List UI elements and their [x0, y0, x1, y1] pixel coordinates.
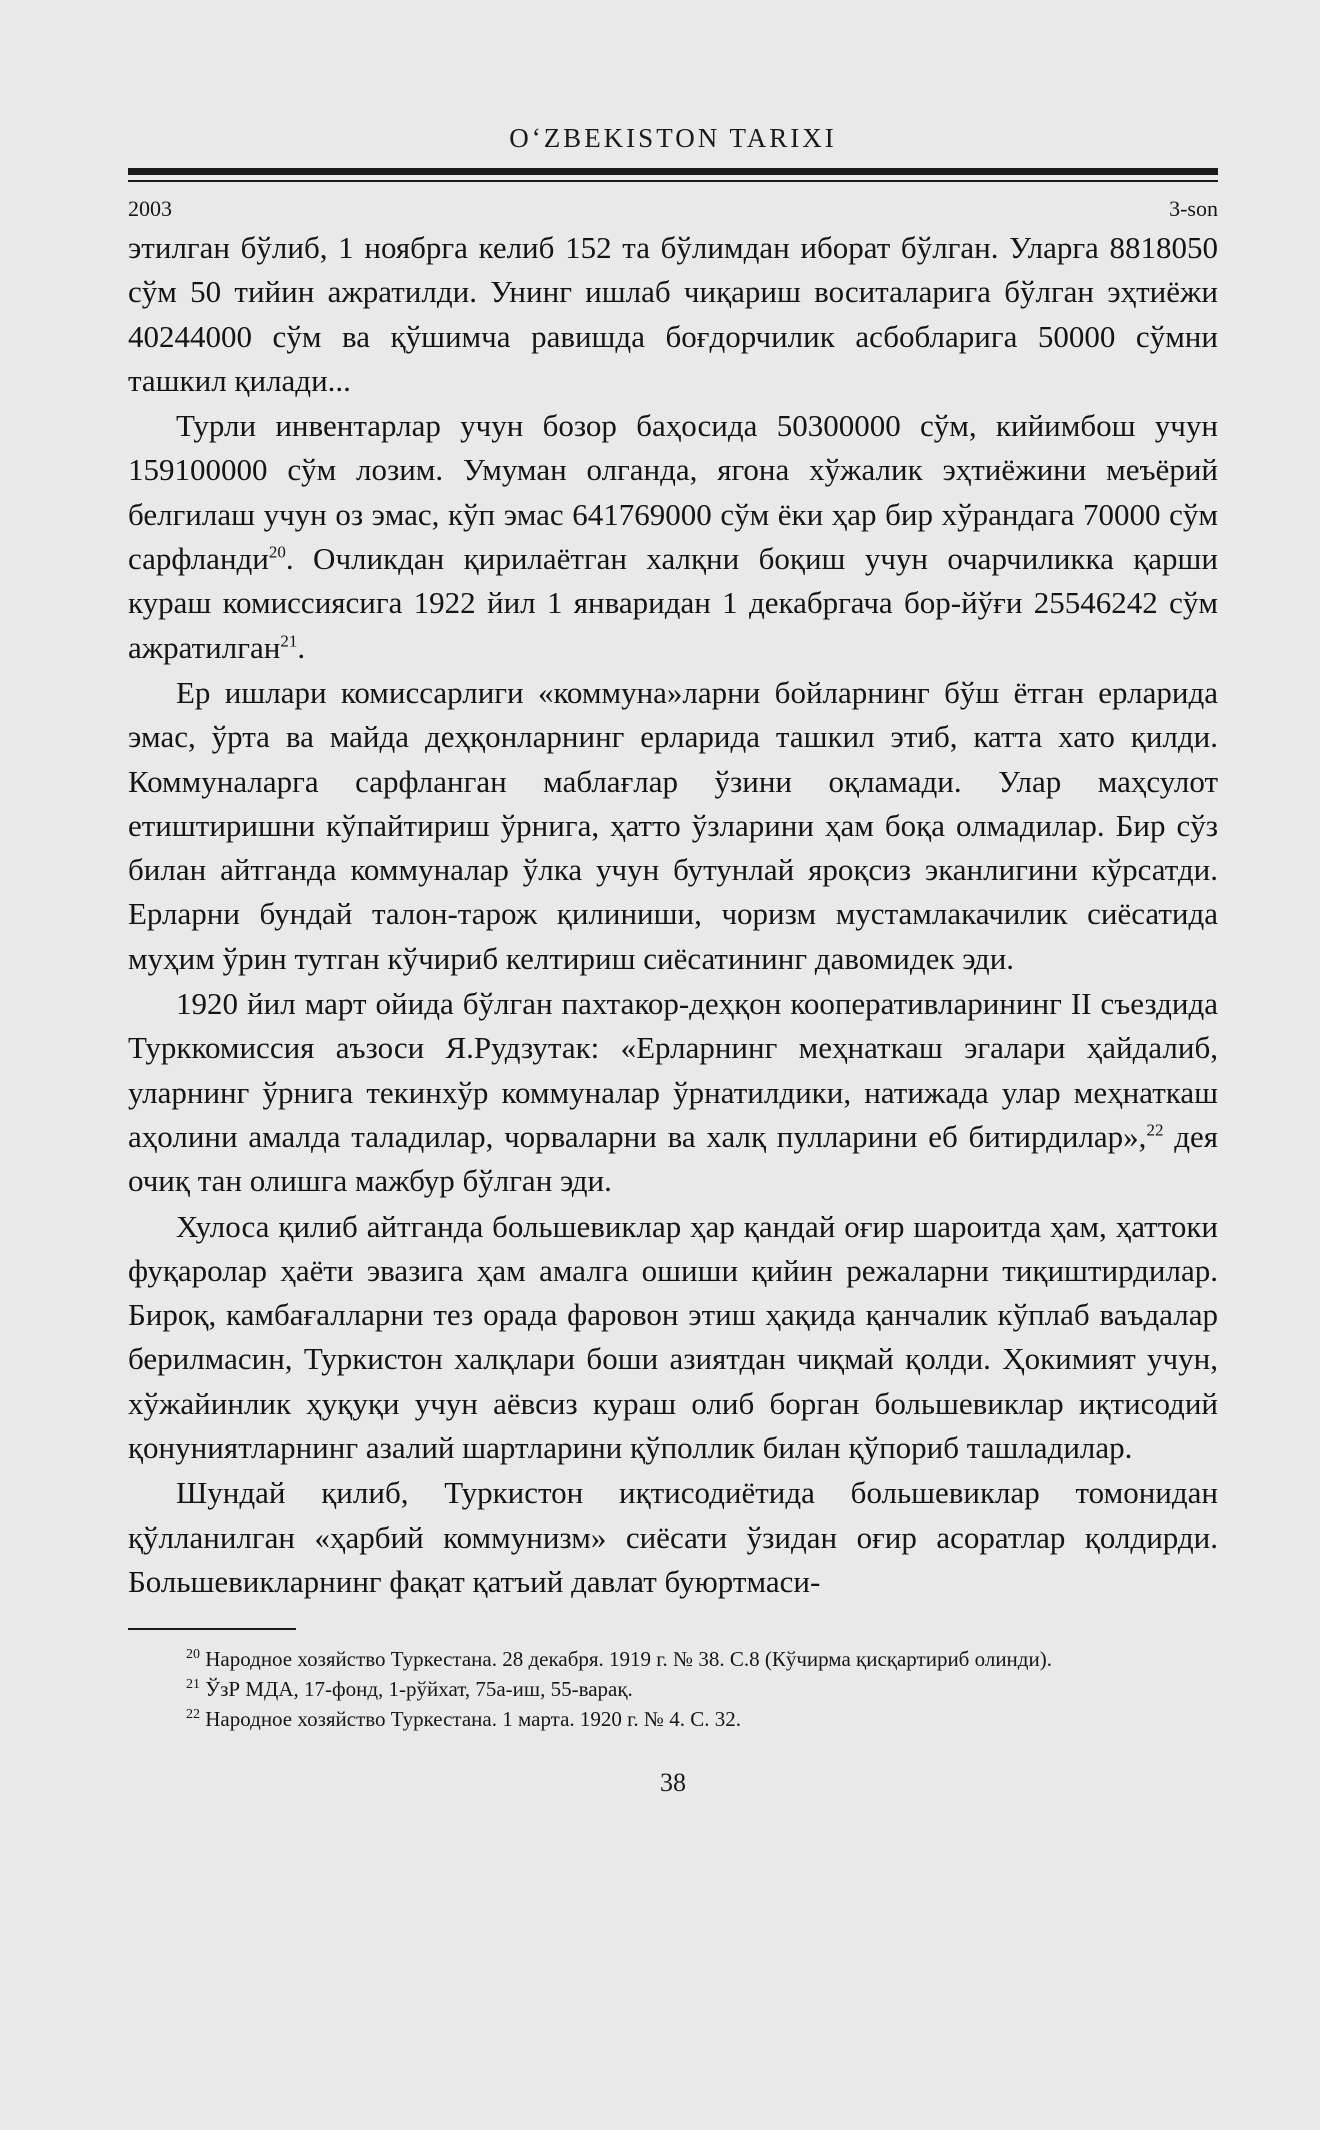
- paragraph-text: Ер ишлари комиссарлиги «коммуна»ларни бойларнинг бўш ётган ерларида эмас, ўрта ва майда деҳқонларнинг ерларида ташкил этиб, катта хато қилди. Коммуналарга сарфланган маблағлар ўзини оқламади. Улар маҳсулот етиштиришни кўпайтириш ўрнига, ҳатто ўзларини ҳам боқа олмадилар. Бир сўз билан айтганда коммуналар ўлка учун бутунлай яроқсиз эканлигини кўрсатди. Ерларни бундай талон-тарож қилиниши, чоризм мустамлакачилик сиёсатида муҳим ўрин тутган кўчириб келтириш сиёсатининг давомидек эди.: [128, 674, 1218, 976]
- paragraph-text: 1920 йил март ойида бўлган пахтакор-деҳқон кооперативларининг II съездида Турккомиссия аъзоси Я.Рудзутак: «Ерларнинг меҳнаткаш эгалари ҳайдалиб, уларнинг ўрнига текинхўр коммуналар ўрнатилдики, натижада улар меҳнаткаш аҳолини амалда таладилар, чорваларни ва халқ пулларини еб битирдилар»,: [128, 986, 1218, 1154]
- footnote-ref[interactable]: 22: [1146, 1120, 1164, 1140]
- footnote-text: Народное хозяйство Туркестана. 28 декабря. 1919 г. № 38. С.8 (Кўчирма қисқартириб олинди).: [205, 1647, 1052, 1672]
- paragraph-text: .: [297, 629, 306, 665]
- paragraph-text: Шундай қилиб, Туркистон иқтисодиётида большевиклар томонидан қўлланилган «ҳарбий коммунизм» сиёсати ўзидан оғир асоратлар қолдирди. Большевикларнинг фақат қатъий давлат буюртмаси-: [128, 1475, 1218, 1599]
- paragraph-text: Турли инвентарлар учун бозор баҳосида 50300000 сўм, кийимбош учун 159100000 сўм лозим. Умуман олганда, ягона хўжалик эҳтиёжини меъёрий белгилаш учун оз эмас, кўп эмас 641769000 сўм ёки ҳар бир хўрандага 70000 сўм сарфланди: [128, 408, 1218, 577]
- footnote-ref[interactable]: 21: [280, 631, 298, 651]
- footnote-number: 22: [186, 1707, 200, 1723]
- footnotes: [128, 1644, 1218, 1734]
- paragraph: [128, 1205, 1218, 1471]
- footnote-number: 21: [186, 1677, 200, 1693]
- paragraph-text: дея очиқ тан олишга мажбур бўлган эди.: [128, 1118, 1218, 1199]
- header-rule-thick: [128, 168, 1218, 175]
- footnote-text: Народное хозяйство Туркестана. 1 марта. 1920 г. № 4. С. 32.: [205, 1707, 741, 1732]
- footnote-separator: [128, 1628, 296, 1630]
- footnote-ref[interactable]: 20: [268, 542, 286, 562]
- paragraph: [128, 226, 1218, 403]
- issue-number: 3-son: [1169, 196, 1218, 221]
- paragraph-text: этилган бўлиб, 1 ноябрга келиб 152 та бўлимдан иборат бўлган. Уларга 8818050 сўм 50 тийин ажратилди. Унинг ишлаб чиқариш воситаларига бўлган эҳтиёжи 40244000 сўм ва қўшимча равишда боғдорчилик асбобларига 50000 сўмни ташкил қилади...: [128, 230, 1218, 398]
- header-meta: [128, 194, 1218, 224]
- publication-year: 2003: [128, 196, 172, 221]
- footnote-number: 20: [186, 1647, 200, 1663]
- page-number: 38: [660, 1768, 686, 1798]
- paragraph-text: Хулоса қилиб айтганда большевиклар ҳар қандай оғир шароитда ҳам, ҳаттоки фуқаролар ҳаёти эвазига ҳам амалга ошиши қийин режаларни тиқиштирдилар. Бироқ, камбағалларни тез орада фаровон этиш ҳақида қанчалик кўплаб ваъдалар берилмасин, Туркистон халқлари боши азиятдан чиқмай қолди. Ҳокимият учун, хўжайинлик ҳуқуқи учун аёвсиз кураш олиб борган большевиклар иқтисодий қонуниятларнинг азалий шартларини қўполлик билан қўпориб ташладилар.: [128, 1208, 1218, 1466]
- footnote: [128, 1644, 1218, 1674]
- paragraph: [128, 404, 1218, 670]
- paragraph: [128, 671, 1218, 981]
- footnote: [128, 1674, 1218, 1704]
- document-page: [128, 118, 1218, 1798]
- header-rule-thin: [128, 180, 1218, 182]
- footnote: [128, 1704, 1218, 1734]
- paragraph-text: . Очликдан қирилаётган халқни боқиш учун очарчиликка қарши кураш комиссиясига 1922 йил 1 январидан 1 декабргача бор-йўғи 25546242 сўм ажратилган: [128, 541, 1218, 665]
- paragraph: [128, 982, 1218, 1203]
- journal-title: O‘ZBEKISTON TARIXI: [509, 123, 837, 153]
- paragraph: [128, 1471, 1218, 1604]
- footnote-text: ЎзР МДА, 17-фонд, 1-рўйхат, 75а-иш, 55-варақ.: [205, 1677, 633, 1702]
- article-body: [128, 226, 1218, 1604]
